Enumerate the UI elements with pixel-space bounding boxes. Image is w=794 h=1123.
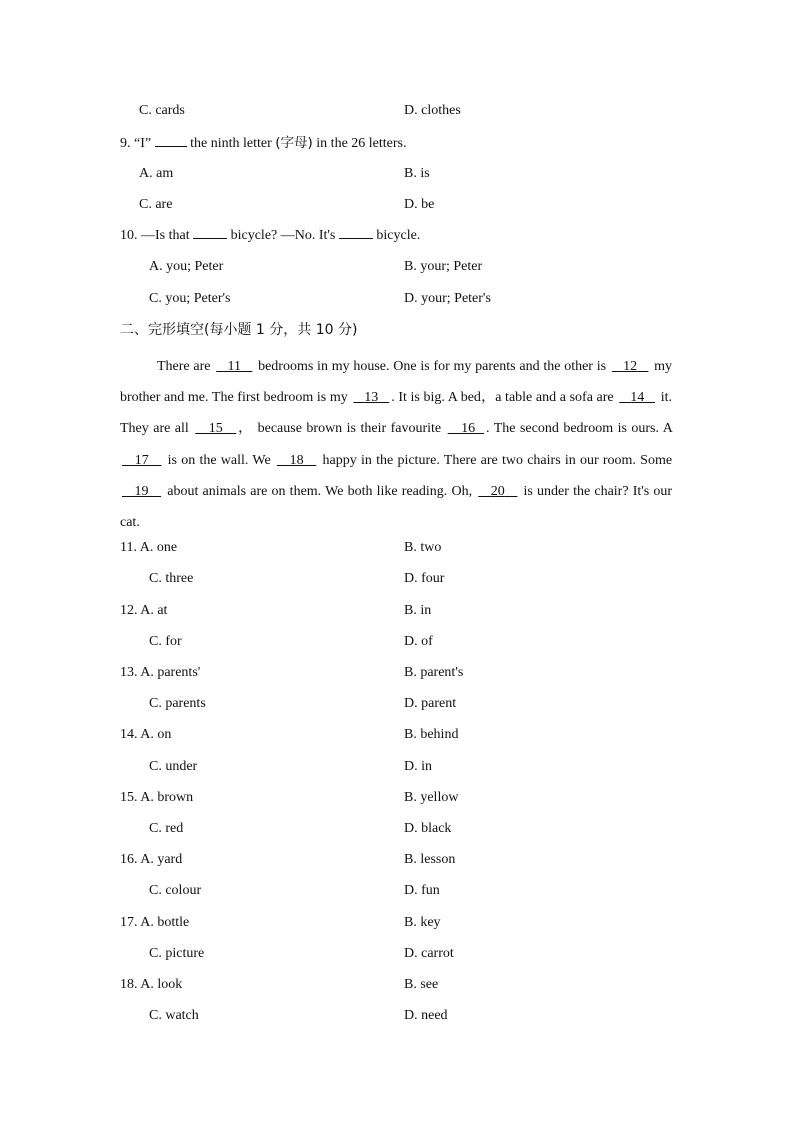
blank-19: 19 <box>134 483 149 499</box>
question-14-option-b: B. behind <box>404 727 459 742</box>
question-18-option-a: 18. A. look <box>120 977 183 992</box>
blank-15: 15 <box>208 421 223 437</box>
question-16-option-c: C. colour <box>149 883 202 898</box>
q10-stem-part2: bicycle? —No. It's <box>230 228 336 243</box>
question-13-option-d: D. parent <box>404 696 457 711</box>
option-d: D. your; Peter's <box>404 291 491 306</box>
question-17-option-b: B. key <box>404 915 441 930</box>
blank-20: 20 <box>490 483 505 499</box>
question-11-option-c: C. three <box>149 571 194 586</box>
question-15-option-c: C. red <box>149 821 184 836</box>
passage-text: happy in the picture. There are two chairs in our room. Some <box>322 452 673 468</box>
question-10-stem <box>120 225 420 247</box>
question-11-option-b: B. two <box>404 540 442 555</box>
q9-stem-start: 9. “I” <box>120 136 152 151</box>
question-17-option-a: 17. A. bottle <box>120 915 190 930</box>
answer-blank <box>193 226 227 239</box>
question-18-option-c: C. watch <box>149 1008 199 1023</box>
answer-blank <box>155 134 187 147</box>
question-15-option-d: D. black <box>404 821 452 836</box>
q9-stem-middle: the ninth letter <box>190 136 272 151</box>
question-11-option-a: 11. A. one <box>120 540 178 555</box>
option-b: B. is <box>404 166 430 181</box>
q9-stem-end: in the 26 letters. <box>316 136 407 151</box>
question-14-option-d: D. in <box>404 759 432 774</box>
question-16-option-d: D. fun <box>404 883 440 898</box>
blank-12: 12 <box>623 359 638 374</box>
passage-text: There are <box>157 359 211 374</box>
question-12-option-d: D. of <box>404 634 433 649</box>
question-17-option-c: C. picture <box>149 946 205 961</box>
option-c: C. cards <box>139 103 185 118</box>
blank-14: 14 <box>630 390 645 406</box>
question-16-option-b: B. lesson <box>404 852 456 867</box>
section-heading: 二、完形填空(每小题 1 分，共 10 分) <box>120 322 358 338</box>
q9-stem-cjk: (字母) <box>275 135 313 151</box>
passage-text: is under the chair? It's our cat. <box>120 483 673 531</box>
question-9-stem <box>120 132 407 154</box>
passage-text: ， because brown is their favourite <box>238 421 442 437</box>
option-c: C. are <box>139 197 173 212</box>
question-15-option-a: 15. A. brown <box>120 790 194 805</box>
passage-text: is on the wall. We <box>167 452 271 468</box>
passage-text: . The second bedroom is ours. A <box>486 421 673 437</box>
q10-stem-part1: 10. —Is that <box>120 228 190 243</box>
passage-text: it. They are all <box>120 390 673 437</box>
question-11-option-d: D. four <box>404 571 445 586</box>
option-d: D. be <box>404 197 435 212</box>
answer-blank <box>339 226 373 239</box>
passage-text: bedrooms in my house. One is for my parents and the other is <box>258 359 607 374</box>
blank-18: 18 <box>289 452 304 468</box>
blank-13: 13 <box>364 390 379 406</box>
question-12-option-b: B. in <box>404 603 432 618</box>
q10-stem-part3: bicycle. <box>376 228 421 243</box>
option-a: A. you; Peter <box>149 259 224 274</box>
question-15-option-b: B. yellow <box>404 790 459 805</box>
question-14-option-c: C. under <box>149 759 198 774</box>
blank-17: 17 <box>134 452 149 468</box>
question-14-option-a: 14. A. on <box>120 727 172 742</box>
question-13-option-c: C. parents <box>149 696 206 711</box>
question-12-option-c: C. for <box>149 634 182 649</box>
passage-text: my brother and me. The first bedroom is my <box>120 359 673 406</box>
option-d: D. clothes <box>404 103 461 118</box>
option-b: B. your; Peter <box>404 259 483 274</box>
question-17-option-d: D. carrot <box>404 946 454 961</box>
passage-text: about animals are on them. We both like reading. Oh, <box>167 483 473 499</box>
question-18-option-d: D. need <box>404 1008 448 1023</box>
question-16-option-a: 16. A. yard <box>120 852 183 867</box>
question-12-option-a: 12. A. at <box>120 603 168 618</box>
blank-11: 11 <box>227 359 242 374</box>
option-a: A. am <box>139 166 174 181</box>
passage-text: . It is big. A bed，a table and a sofa are <box>391 390 614 406</box>
option-c: C. you; Peter's <box>149 291 231 306</box>
question-18-option-b: B. see <box>404 977 439 992</box>
blank-16: 16 <box>461 421 476 437</box>
question-13-option-b: B. parent's <box>404 665 464 680</box>
cloze-passage <box>120 351 672 538</box>
question-13-option-a: 13. A. parents' <box>120 665 201 680</box>
